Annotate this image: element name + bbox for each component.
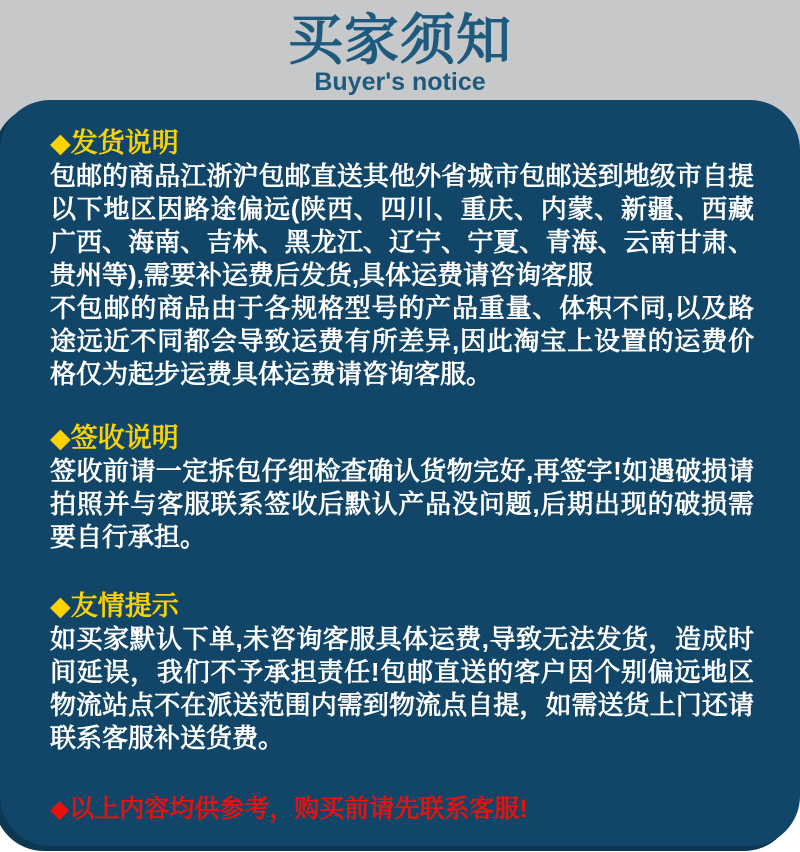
page-title: 买家须知 bbox=[287, 9, 512, 71]
page-subtitle: Buyer's notice bbox=[314, 68, 486, 96]
section-shipping bbox=[50, 127, 754, 391]
notice-paragraph: 如买家默认下单,未咨询客服具体运费,导致无法发货，造成时间延误，我们不予承担责任!包邮直送的客户因个别偏远地区物流站点不在派送范围内需到物流点自提，如需送货上门还请联系客服补送货费。 bbox=[50, 624, 754, 753]
notice-paragraph: 不包邮的商品由于各规格型号的产品重量、体积不同,以及路途远近不同都会导致运费有所差异,因此淘宝上设置的运费价格仅为起步运费具体运费请咨询客服。 bbox=[50, 293, 754, 389]
section-receipt bbox=[50, 422, 754, 554]
notice-paragraph: 签收前请一定拆包仔细检查确认货物完好,再签字!如遇破损请拍照并与客服联系签收后默认产品没问题,后期出现的破损需要自行承担。 bbox=[50, 456, 754, 552]
section-receipt-body bbox=[50, 455, 754, 554]
diamond-icon: ◆ bbox=[50, 128, 71, 158]
notice-paragraph: 包邮的商品江浙沪包邮直送其他外省城市包邮送到地级市自提以下地区因路途偏远(陕西、四川、重庆、内蒙、新疆、西藏广西、海南、吉林、黑龙江、辽宁、宁夏、青海、云南甘肃、贵州等),需要补运费后发货,具体运费请咨询客服 bbox=[50, 161, 754, 290]
diamond-icon: ◆ bbox=[50, 795, 70, 823]
section-reminder-header bbox=[50, 590, 754, 623]
section-shipping-header bbox=[50, 127, 754, 160]
diamond-icon: ◆ bbox=[50, 591, 71, 621]
section-reminder bbox=[50, 590, 754, 755]
section-reminder-body bbox=[50, 623, 754, 755]
section-receipt-title: 签收说明 bbox=[70, 423, 179, 453]
diamond-icon: ◆ bbox=[50, 423, 71, 453]
section-shipping-title: 发货说明 bbox=[70, 128, 179, 158]
section-shipping-body bbox=[50, 160, 754, 391]
section-receipt-header bbox=[50, 422, 754, 455]
footer-alert bbox=[50, 794, 754, 824]
section-reminder-title: 友情提示 bbox=[70, 591, 179, 621]
notice-card bbox=[0, 100, 800, 846]
footer-alert-text: 以上内容均供参考，购买前请先联系客服! bbox=[69, 795, 528, 823]
